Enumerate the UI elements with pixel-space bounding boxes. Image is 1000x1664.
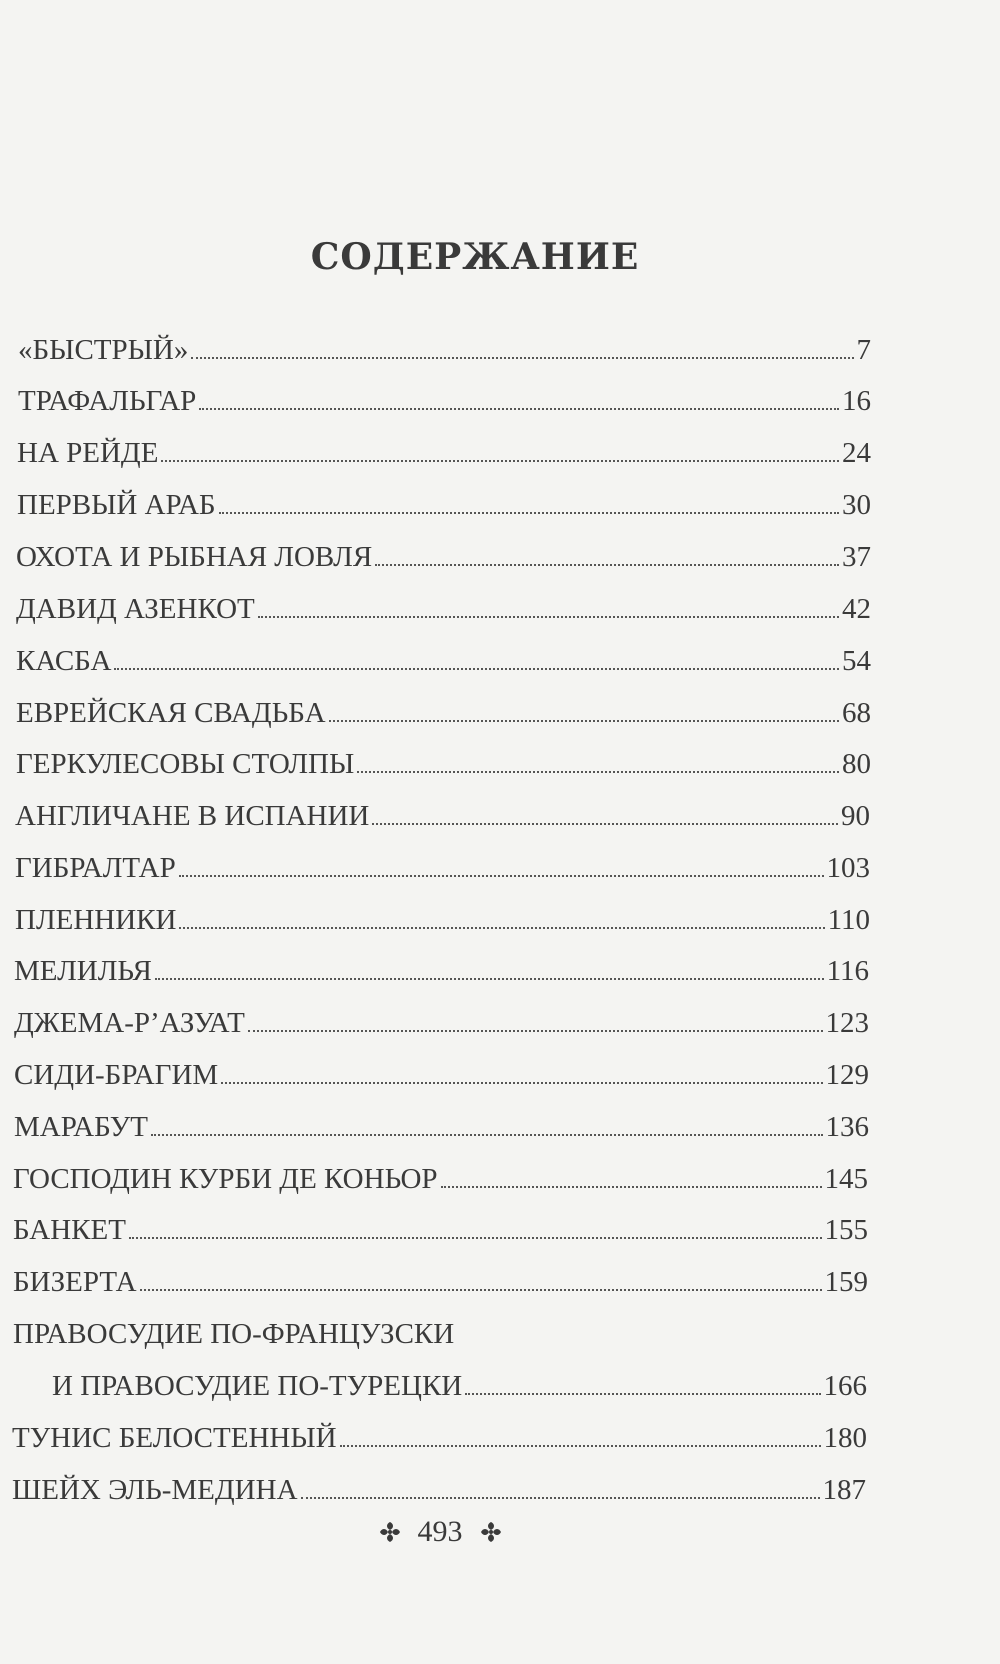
leader-dots bbox=[155, 977, 824, 980]
toc-entry-page: 166 bbox=[823, 1370, 867, 1402]
leader-dots bbox=[301, 1496, 820, 1499]
leader-dots bbox=[357, 770, 839, 773]
leader-dots bbox=[140, 1288, 822, 1291]
leader-dots bbox=[248, 1029, 823, 1032]
leader-dots bbox=[219, 511, 839, 514]
toc-entry-page: 68 bbox=[842, 697, 871, 729]
toc-entry-title: ОХОТА И РЫБНАЯ ЛОВЛЯ bbox=[16, 541, 373, 573]
toc-entry-title: ПРАВОСУДИЕ ПО-ФРАНЦУЗСКИ bbox=[13, 1318, 455, 1350]
toc-entry-page: 180 bbox=[823, 1422, 867, 1454]
toc-entry-page: 129 bbox=[825, 1059, 869, 1091]
toc-entry-page: 159 bbox=[824, 1266, 868, 1298]
toc-entry[interactable] bbox=[16, 637, 871, 677]
toc-entry-title: СИДИ-БРАГИМ bbox=[14, 1059, 219, 1091]
page-title: СОДЕРЖАНИЕ bbox=[310, 236, 640, 278]
leader-dots bbox=[114, 667, 839, 670]
toc-entry[interactable] bbox=[16, 533, 871, 573]
leader-dots bbox=[221, 1081, 822, 1084]
toc-entry-title: НА РЕЙДЕ bbox=[17, 437, 159, 469]
toc-entry[interactable] bbox=[13, 1206, 868, 1246]
toc-entry-title: БИЗЕРТА bbox=[13, 1266, 137, 1298]
leader-dots bbox=[340, 1444, 821, 1447]
toc-entry-page: 80 bbox=[842, 748, 871, 780]
toc-entry-page: 145 bbox=[824, 1163, 868, 1195]
toc-entry-title: АНГЛИЧАНЕ В ИСПАНИИ bbox=[15, 800, 370, 832]
toc-entry-title: ГОСПОДИН КУРБИ ДЕ КОНЬОР bbox=[13, 1163, 438, 1195]
toc-entry-page: 110 bbox=[827, 904, 870, 936]
toc-entry[interactable] bbox=[16, 740, 871, 780]
toc-entry[interactable] bbox=[52, 1362, 867, 1402]
toc-entry[interactable] bbox=[15, 792, 870, 832]
toc-entry-page: 30 bbox=[842, 489, 871, 521]
toc-entry[interactable] bbox=[12, 1466, 866, 1506]
toc-entry-title: ДАВИД АЗЕНКОТ bbox=[16, 593, 255, 625]
toc-entry-page: 54 bbox=[842, 645, 871, 677]
toc-entry-page: 90 bbox=[841, 800, 870, 832]
toc-entry[interactable] bbox=[17, 429, 871, 469]
toc-entry[interactable] bbox=[17, 481, 871, 521]
leader-dots bbox=[191, 356, 853, 359]
toc-entry[interactable] bbox=[14, 999, 869, 1039]
leader-dots bbox=[375, 563, 839, 566]
leader-dots bbox=[372, 822, 838, 825]
toc-entry[interactable] bbox=[14, 1103, 869, 1143]
toc-entry-page: 7 bbox=[856, 334, 871, 366]
toc-entry-page: 155 bbox=[824, 1214, 868, 1246]
toc-entry-page: 187 bbox=[822, 1474, 866, 1506]
toc-entry[interactable] bbox=[15, 896, 870, 936]
toc-entry-title: ДЖЕМА-Р’АЗУАТ bbox=[14, 1007, 245, 1039]
toc-entry[interactable] bbox=[15, 844, 870, 884]
toc-entry[interactable] bbox=[13, 1258, 868, 1298]
leader-dots bbox=[151, 1133, 823, 1136]
toc-entry[interactable] bbox=[13, 1155, 868, 1195]
toc-entry-title: МЕЛИЛЬЯ bbox=[14, 955, 152, 987]
leader-dots bbox=[258, 615, 839, 618]
toc-entry-page: 116 bbox=[826, 955, 869, 987]
toc-entry[interactable] bbox=[18, 326, 871, 366]
toc-entry-page: 136 bbox=[825, 1111, 869, 1143]
toc-entry[interactable] bbox=[14, 947, 869, 987]
fleuron-icon bbox=[477, 1518, 505, 1546]
page-number: 493 bbox=[417, 1515, 463, 1548]
page-footer bbox=[360, 1512, 520, 1552]
toc-entry-page: 24 bbox=[842, 437, 871, 469]
toc-entry-title: ШЕЙХ ЭЛЬ-МЕДИНА bbox=[12, 1474, 298, 1506]
leader-dots bbox=[161, 459, 839, 462]
toc-entry-page: 16 bbox=[842, 385, 871, 417]
toc-entry-title: ГИБРАЛТАР bbox=[15, 852, 176, 884]
leader-dots bbox=[179, 926, 824, 929]
leader-dots bbox=[129, 1236, 822, 1239]
toc-entry[interactable] bbox=[16, 689, 871, 729]
leader-dots bbox=[199, 407, 839, 410]
toc-entry-page: 37 bbox=[842, 541, 871, 573]
toc-entry-title: ПЕРВЫЙ АРАБ bbox=[17, 489, 216, 521]
toc-entry-title: «БЫСТРЫЙ» bbox=[18, 334, 189, 366]
toc-entry[interactable] bbox=[18, 377, 871, 417]
toc-entry-page: 103 bbox=[826, 852, 870, 884]
toc-entry-title: КАСБА bbox=[16, 645, 112, 677]
toc-entry-page: 123 bbox=[825, 1007, 869, 1039]
toc-entry-title: ТУНИС БЕЛОСТЕННЫЙ bbox=[12, 1422, 337, 1454]
toc-entry-title: ПЛЕННИКИ bbox=[15, 904, 177, 936]
toc-entry[interactable] bbox=[12, 1414, 867, 1454]
toc-entry-title: МАРАБУТ bbox=[14, 1111, 148, 1143]
toc-entry-title: ЕВРЕЙСКАЯ СВАДЬБА bbox=[16, 697, 326, 729]
toc-entry[interactable] bbox=[13, 1310, 868, 1350]
leader-dots bbox=[441, 1185, 822, 1188]
toc-entry[interactable] bbox=[16, 585, 871, 625]
fleuron-icon bbox=[376, 1518, 404, 1546]
toc-entry[interactable] bbox=[14, 1051, 869, 1091]
leader-dots bbox=[465, 1392, 820, 1395]
toc-entry-title: БАНКЕТ bbox=[13, 1214, 126, 1246]
leader-dots bbox=[179, 874, 824, 877]
leader-dots bbox=[329, 719, 839, 722]
toc-entry-title: И ПРАВОСУДИЕ ПО-ТУРЕЦКИ bbox=[52, 1370, 463, 1402]
toc-entry-title: ГЕРКУЛЕСОВЫ СТОЛПЫ bbox=[16, 748, 355, 780]
toc-entry-title: ТРАФАЛЬГАР bbox=[18, 385, 197, 417]
toc-entry-page: 42 bbox=[842, 593, 871, 625]
